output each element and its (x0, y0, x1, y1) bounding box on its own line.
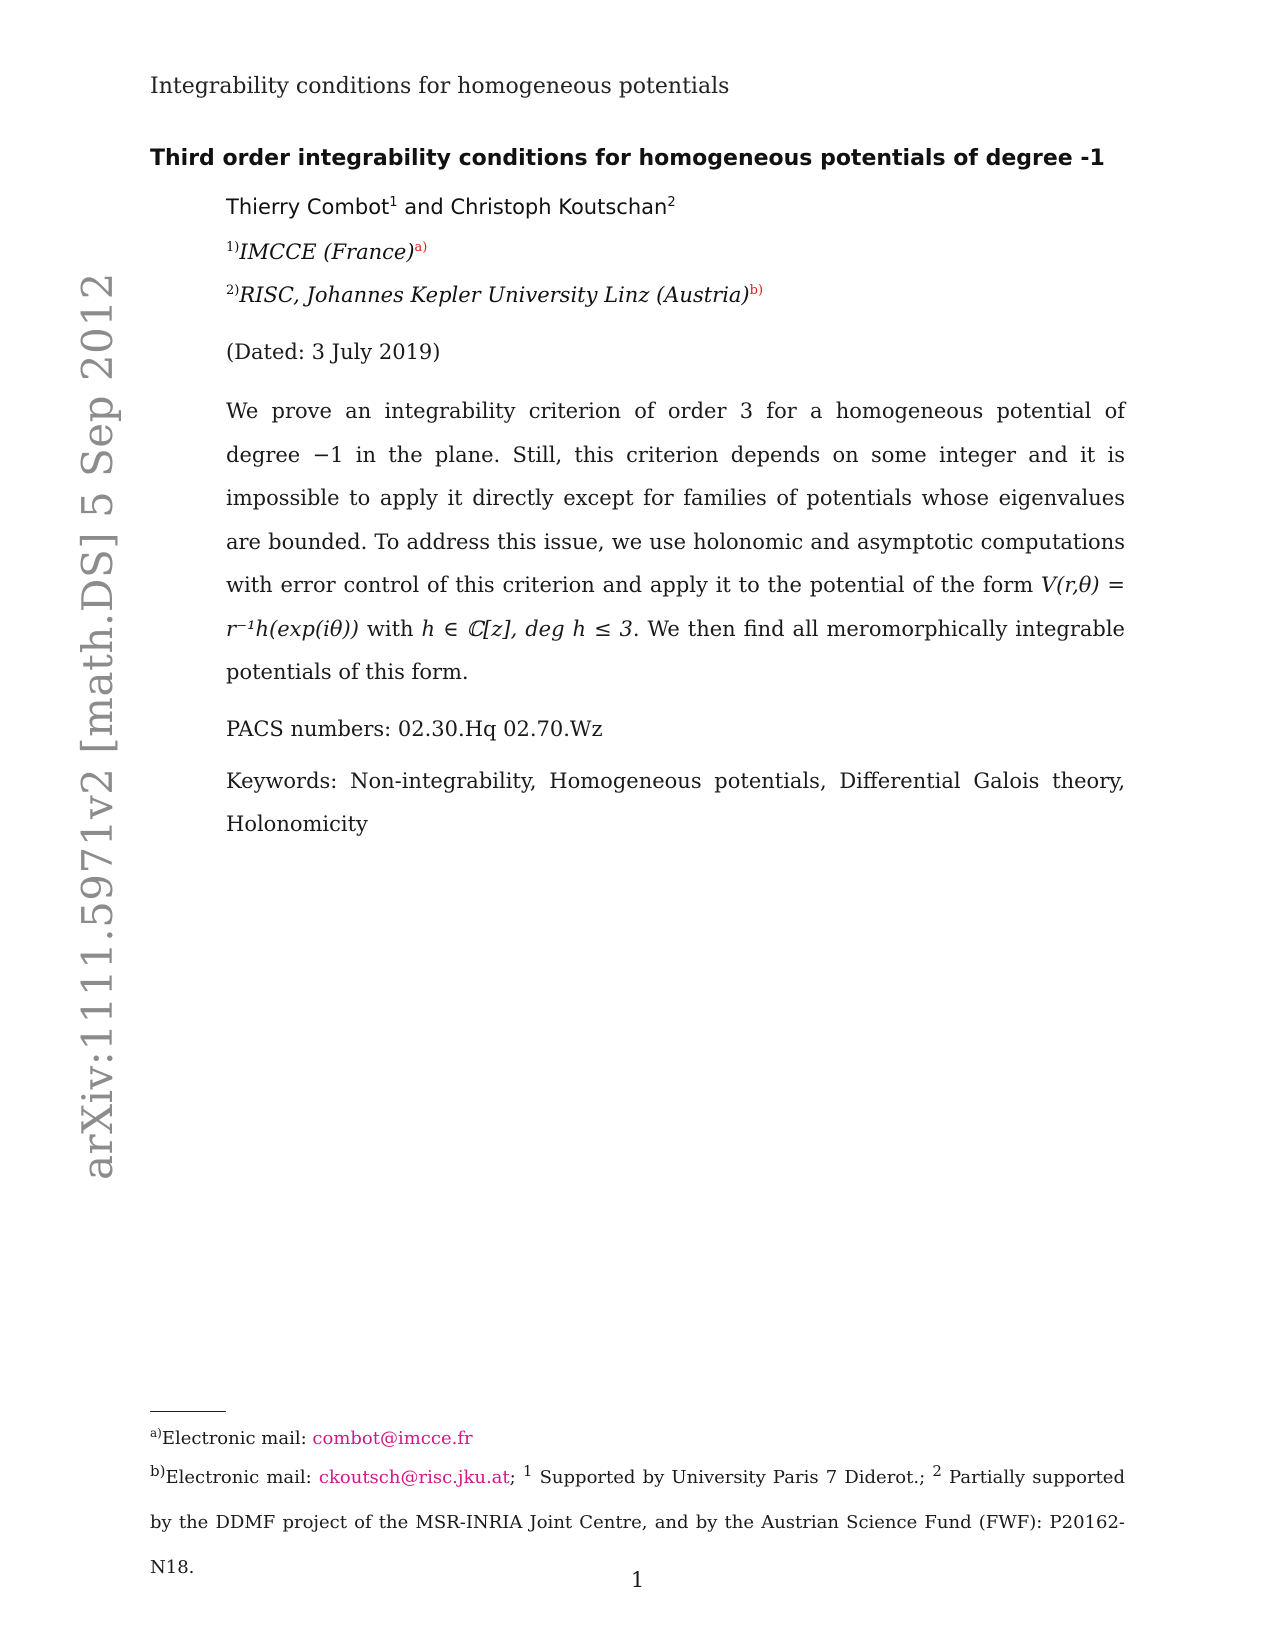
footnote-1-text: Supported by University Paris 7 Diderot.; (532, 1467, 926, 1488)
affiliation-2-text: RISC, Johannes Kepler University Linz (Austria) (239, 283, 750, 307)
page-number: 1 (630, 1568, 645, 1592)
affiliation-1 (226, 240, 427, 264)
keywords: Keywords: Non-integrability, Homogeneous potentials, Differential Galois theory, Holonomicity (226, 769, 1125, 836)
email-link-koutschan[interactable]: ckoutsch@risc.jku.at (318, 1467, 510, 1488)
footnote-a-mark: a) (150, 1426, 162, 1440)
pacs-numbers: PACS numbers: 02.30.Hq 02.70.Wz (226, 717, 603, 741)
affiliation-1-footnote-link[interactable]: a) (414, 240, 428, 255)
footnote-b-sep: ; (509, 1467, 516, 1488)
abstract-text-1: We prove an integrability criterion of order 3 for a homogeneous potential of degree −1 in the plane. Still, this criterion depends on some integer and it is impossible to apply it directly except for families of potentials whose eigenvalues are bounded. To address this issue, we use holonomic and asymptotic computations with error control of this criterion and apply it to the potential of the form (226, 399, 1125, 597)
running-head: Integrability conditions for homogeneous potentials (150, 74, 730, 99)
abstract-text-2: with (358, 616, 422, 641)
abstract (226, 390, 1125, 695)
author-connector: and (404, 195, 444, 219)
footnote-rule (150, 1411, 226, 1412)
abstract-text-3: . We then find all meromorphically integrable potentials of this form. (226, 616, 1125, 684)
author-1: Thierry Combot (226, 195, 390, 219)
author-1-mark: 1 (389, 195, 398, 210)
dated-line: (Dated: 3 July 2019) (226, 340, 441, 364)
author-line (226, 195, 676, 219)
affiliation-2-mark: 2) (226, 283, 240, 298)
affiliation-2-footnote-link[interactable]: b) (749, 283, 764, 298)
author-2: Christoph Koutschan (450, 195, 668, 219)
footnote-2-text: Partially supported by the DDMF project of the MSR-INRIA Joint Centre, and by the Austrian Science Fund (FWF): P20162-N18. (150, 1467, 1125, 1578)
abstract-formula-2: h ∈ ℂ[z], deg h ≤ 3 (421, 616, 633, 641)
author-2-mark: 2 (667, 195, 676, 210)
footnote-2-mark: 2 (932, 1462, 942, 1480)
footnote-a-label: Electronic mail: (161, 1428, 313, 1449)
footnote-b-mark: b) (150, 1462, 166, 1480)
abstract-formula-1: V(r,θ) = r⁻¹h(exp(iθ)) (226, 573, 1126, 641)
email-link-combot[interactable]: combot@imcce.fr (312, 1428, 473, 1449)
affiliation-1-text: IMCCE (France) (239, 240, 415, 264)
arxiv-stamp: arXiv:1111.5971v2 [math.DS] 5 Sep 2012 (73, 272, 122, 1180)
affiliation-2 (226, 283, 763, 307)
affiliation-1-mark: 1) (226, 240, 240, 255)
footnote-1-mark: 1 (522, 1462, 533, 1480)
paper-title: Third order integrability conditions for homogeneous potentials of degree -1 (150, 146, 1105, 171)
footnote-b-label: Electronic mail: (165, 1467, 319, 1488)
